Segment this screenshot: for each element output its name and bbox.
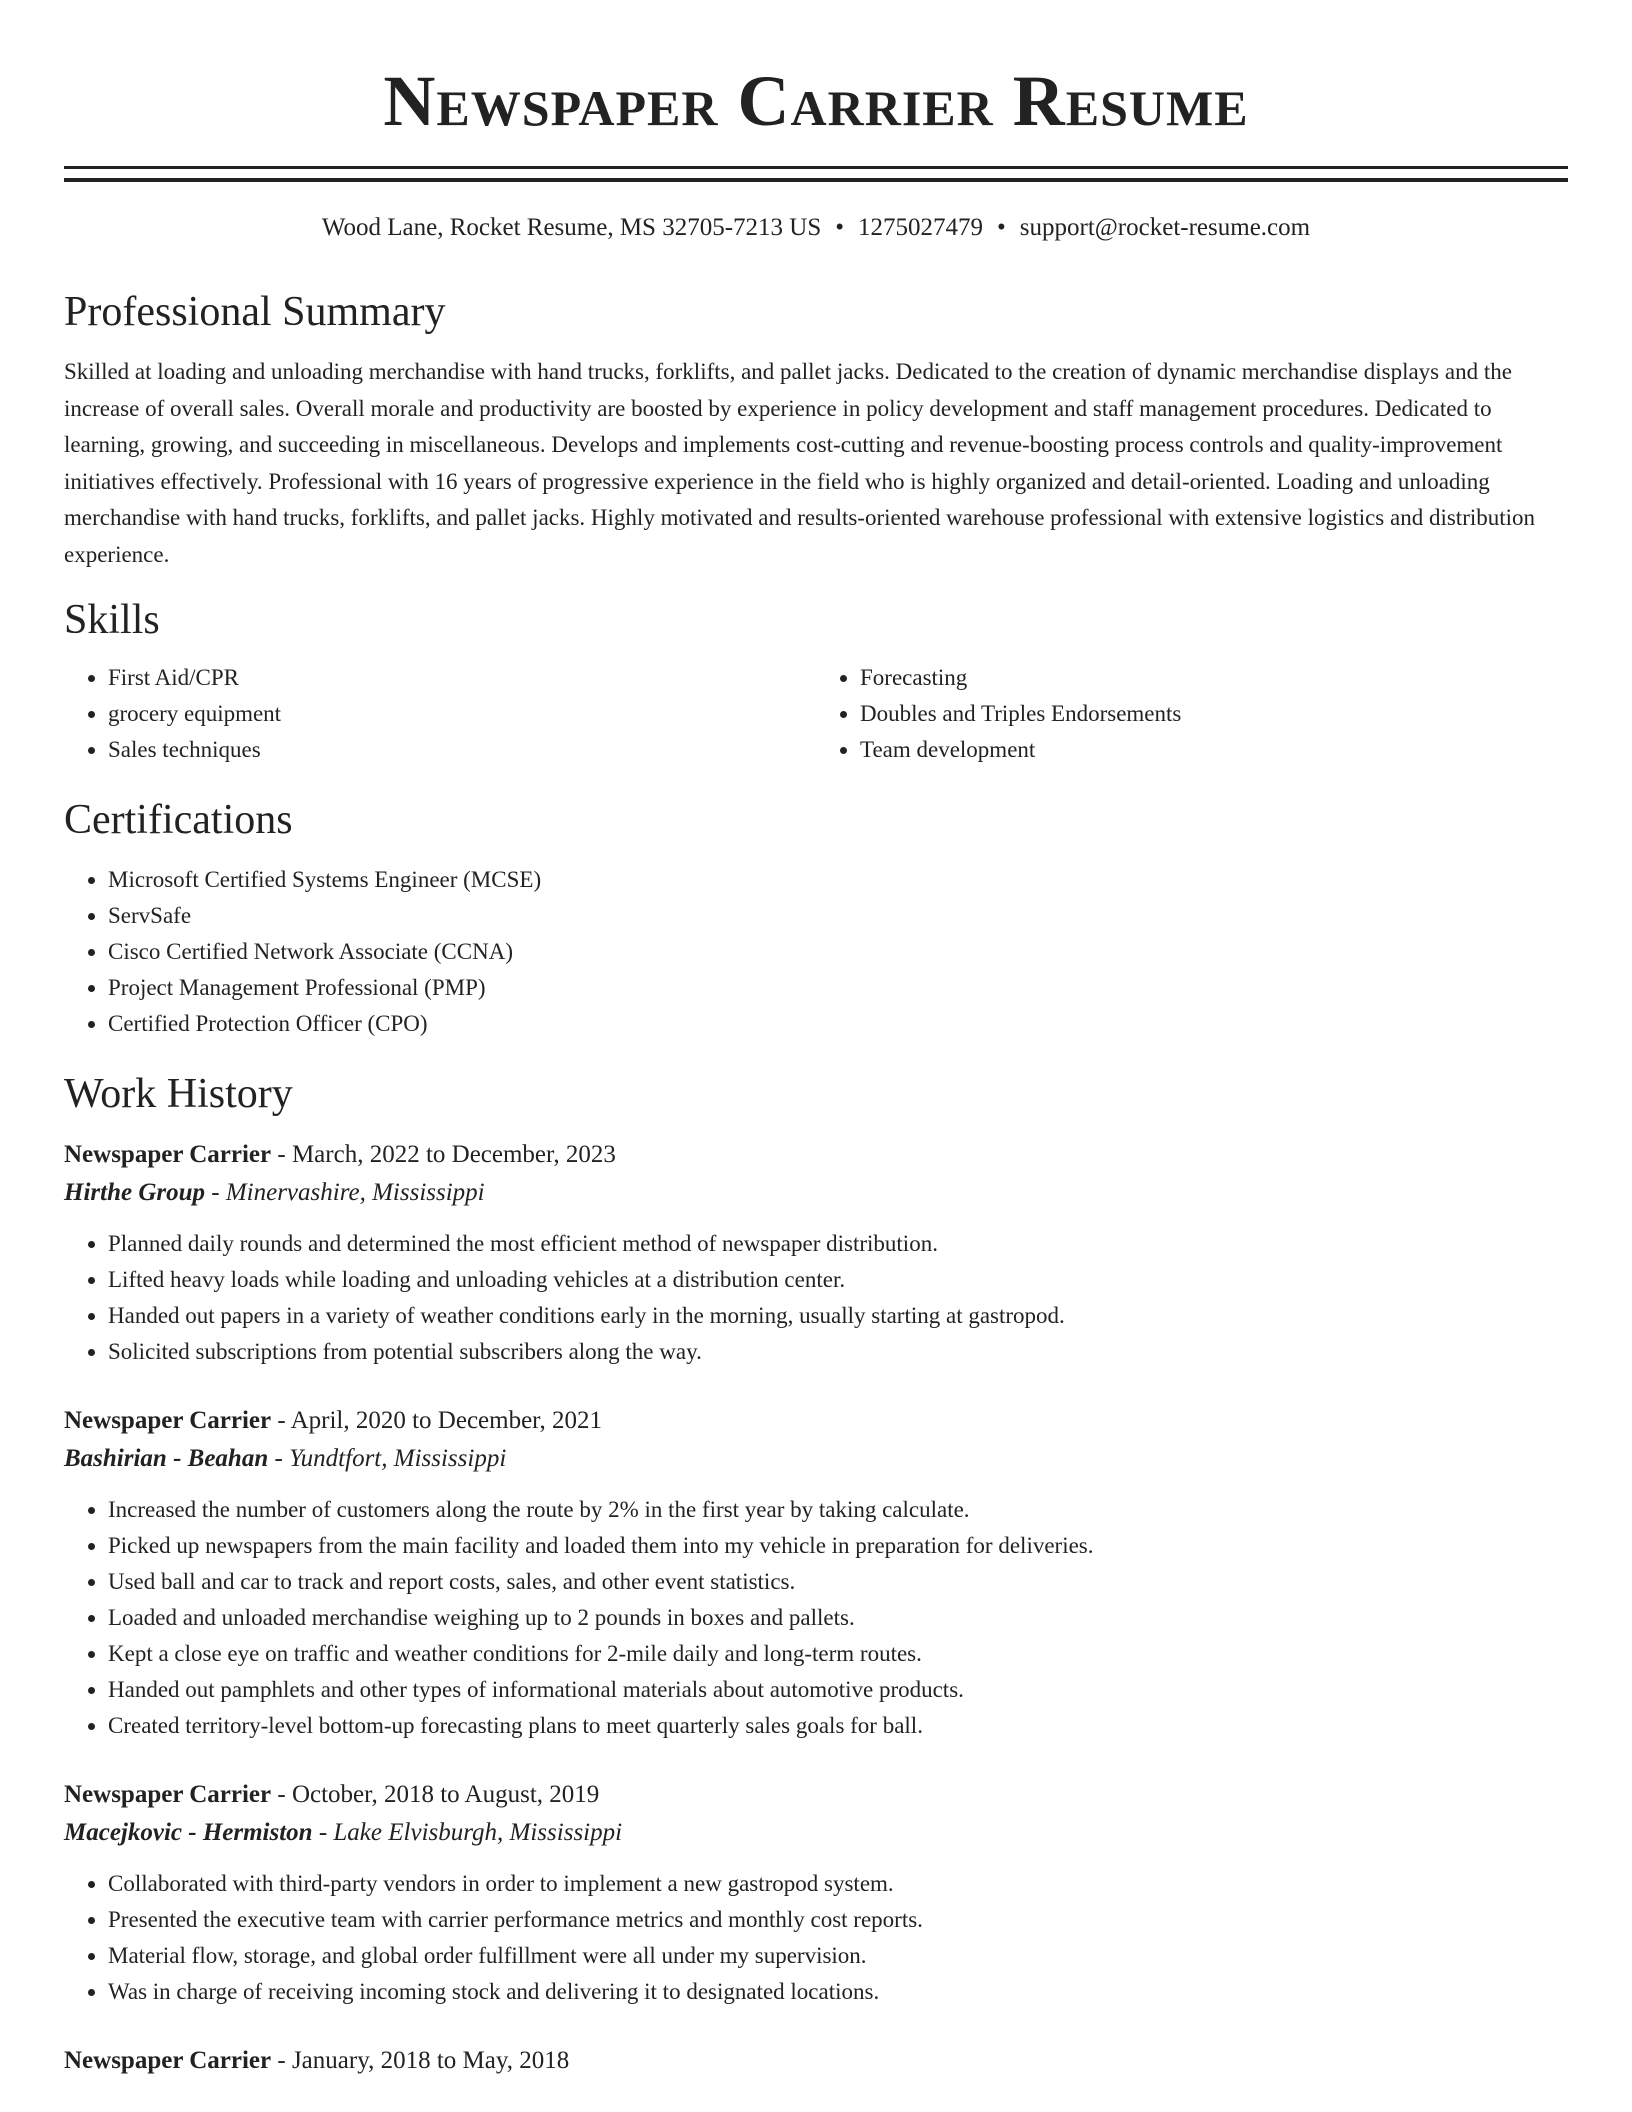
- job-company: Bashirian - Beahan: [64, 1444, 269, 1472]
- job-bullet: • Kept a close eye on traffic and weather conditions for 2-mile daily and long-term routes.: [108, 1636, 1568, 1672]
- certifications-section: [64, 794, 1568, 1042]
- work-history-section: [64, 1068, 1568, 2080]
- skill-item: • Sales techniques: [108, 732, 816, 768]
- resume-title: Newspaper Carrier Resume: [383, 61, 1249, 141]
- job-location: - Minervashire, Mississippi: [205, 1178, 485, 1206]
- job-company: Hirthe Group: [64, 1178, 206, 1206]
- job-title: Newspaper Carrier: [64, 1780, 272, 1808]
- job-location: - Lake Elvisburgh, Mississippi: [312, 1818, 623, 1846]
- summary-section: [64, 286, 1568, 574]
- contact-info: [64, 212, 1568, 244]
- job-bullet: • Planned daily rounds and determined the most efficient method of newspaper distribution.: [108, 1226, 1568, 1262]
- certification-item: • ServSafe: [108, 898, 1568, 934]
- job-location: - Yundtfort, Mississippi: [268, 1444, 507, 1472]
- job-entry: [64, 2042, 1568, 2080]
- job-bullets: [64, 1866, 1568, 2010]
- job-bullet: • Increased the number of customers along the route by 2% in the first year by taking calculate.: [108, 1492, 1568, 1528]
- job-bullet: • Picked up newspapers from the main facility and loaded them into my vehicle in preparation for deliveries.: [108, 1528, 1568, 1564]
- skill-item: • grocery equipment: [108, 696, 816, 732]
- work-history-heading: Work History: [64, 1070, 293, 1117]
- title-divider: [64, 166, 1568, 182]
- job-company: Macejkovic - Hermiston: [64, 1818, 313, 1846]
- job-dates: - April, 2020 to December, 2021: [271, 1406, 602, 1434]
- job-bullet: • Was in charge of receiving incoming stock and delivering it to designated locations.: [108, 1974, 1568, 2010]
- job-bullet: • Solicited subscriptions from potential subscribers along the way.: [108, 1334, 1568, 1370]
- skills-heading: Skills: [64, 596, 160, 643]
- job-bullet: • Used ball and car to track and report costs, sales, and other event statistics.: [108, 1564, 1568, 1600]
- certification-item: • Cisco Certified Network Associate (CCNA): [108, 934, 1568, 970]
- certifications-list: [64, 862, 1568, 1042]
- skills-list-left: [64, 660, 816, 768]
- job-bullet: • Collaborated with third-party vendors in order to implement a new gastropod system.: [108, 1866, 1568, 1902]
- skill-item: • Doubles and Triples Endorsements: [860, 696, 1568, 732]
- certifications-heading: Certifications: [64, 796, 293, 843]
- skill-item: • Forecasting: [860, 660, 1568, 696]
- job-bullet: • Handed out pamphlets and other types of informational materials about automotive products.: [108, 1672, 1568, 1708]
- job-bullet: • Lifted heavy loads while loading and unloading vehicles at a distribution center.: [108, 1262, 1568, 1298]
- job-dates: - March, 2022 to December, 2023: [271, 1140, 616, 1168]
- skills-columns: [64, 660, 1568, 768]
- job-title-line: [64, 1776, 1568, 1814]
- skill-item: • Team development: [860, 732, 1568, 768]
- resume-page: [64, 0, 1568, 2080]
- job-title: Newspaper Carrier: [64, 1406, 272, 1434]
- job-title-line: [64, 1136, 1568, 1174]
- job-bullet: • Loaded and unloaded merchandise weighing up to 2 pounds in boxes and pallets.: [108, 1600, 1568, 1636]
- summary-heading: Professional Summary: [64, 289, 446, 335]
- certification-item: • Microsoft Certified Systems Engineer (MCSE): [108, 862, 1568, 898]
- job-entry: [64, 1776, 1568, 2010]
- job-title: Newspaper Carrier: [64, 1140, 272, 1168]
- certification-item: • Certified Protection Officer (CPO): [108, 1006, 1568, 1042]
- job-bullet: • Created territory-level bottom-up forecasting plans to meet quarterly sales goals for ball.: [108, 1708, 1568, 1744]
- skills-section: [64, 594, 1568, 768]
- skills-list-right: [816, 660, 1568, 768]
- job-bullet: • Presented the executive team with carrier performance metrics and monthly cost reports.: [108, 1902, 1568, 1938]
- certification-item: • Project Management Professional (PMP): [108, 970, 1568, 1006]
- contact-phone: 1275027479: [858, 214, 984, 241]
- skill-item: • First Aid/CPR: [108, 660, 816, 696]
- job-bullet: • Handed out papers in a variety of weather conditions early in the morning, usually starting at gastropod.: [108, 1298, 1568, 1334]
- job-title-line: [64, 2042, 1568, 2080]
- job-dates: - October, 2018 to August, 2019: [271, 1780, 600, 1808]
- job-entry: [64, 1136, 1568, 1370]
- job-title: Newspaper Carrier: [64, 2046, 272, 2074]
- job-bullet: • Material flow, storage, and global order fulfillment were all under my supervision.: [108, 1938, 1568, 1974]
- job-company-line: [64, 1174, 1568, 1212]
- job-company-line: [64, 1440, 1568, 1478]
- job-title-line: [64, 1402, 1568, 1440]
- contact-email: support@rocket-resume.com: [1019, 214, 1311, 241]
- job-dates: - January, 2018 to May, 2018: [271, 2046, 570, 2074]
- job-bullets: [64, 1226, 1568, 1370]
- job-entry: [64, 1402, 1568, 1744]
- contact-separator: •: [997, 214, 1006, 241]
- summary-text: Skilled at loading and unloading merchandise with hand trucks, forklifts, and pallet jacks. Dedicated to the creation of dynamic merchandise displays and the increase of overall sales. Overall morale and productivity are boosted by experience in policy development and staff management procedures. Dedicated to learning, growing, and succeeding in miscellaneous. Develops and implements cost-cutting and revenue-boosting process controls and quality-improvement initiatives effectively. Professional with 16 years of progressive experience in the field who is highly organized and detail-oriented. Loading and unloading merchandise with hand trucks, forklifts, and pallet jacks. Highly motivated and results-oriented warehouse professional with extensive logistics and distribution experience.: [64, 359, 1536, 567]
- contact-separator: •: [835, 214, 845, 241]
- job-bullets: [64, 1492, 1568, 1744]
- contact-address: Wood Lane, Rocket Resume, MS 32705-7213 US: [321, 214, 822, 241]
- job-company-line: [64, 1814, 1568, 1852]
